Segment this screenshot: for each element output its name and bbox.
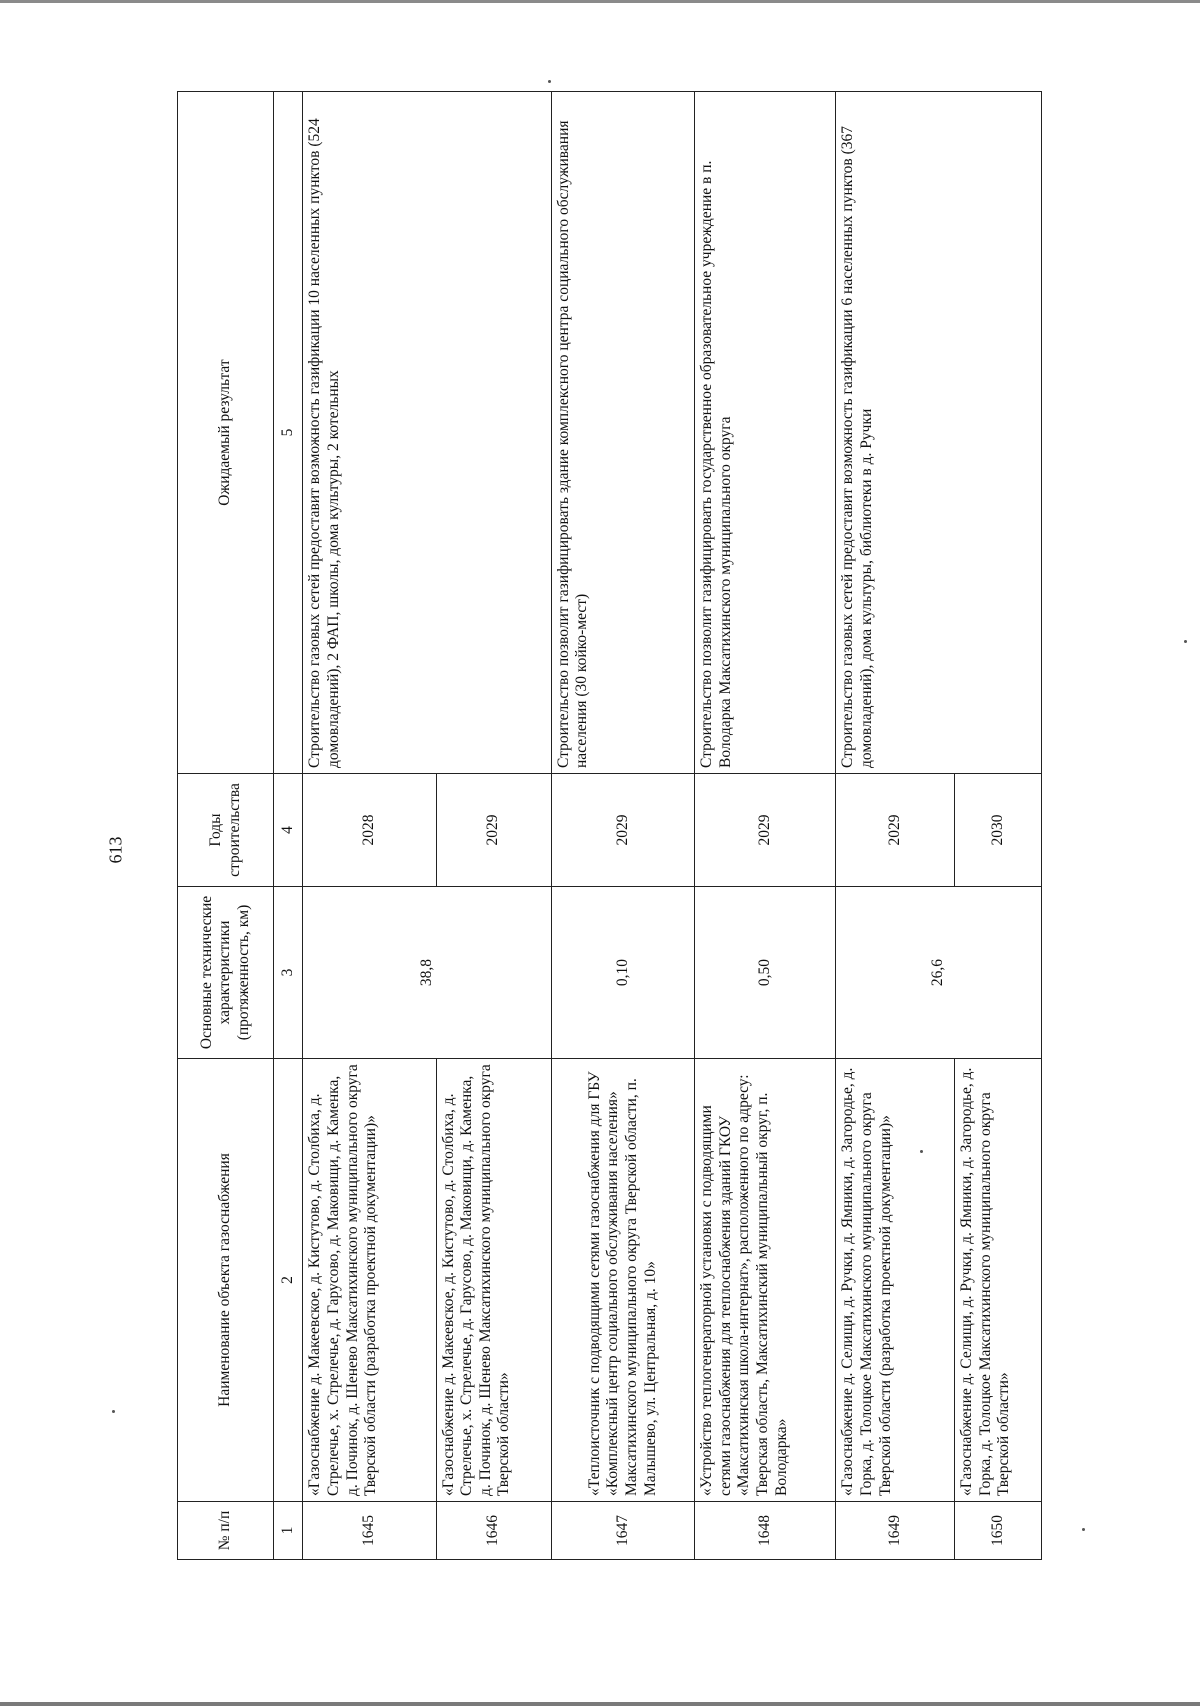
construction-year: 2029 bbox=[836, 774, 955, 887]
row-number: 1646 bbox=[436, 1502, 551, 1560]
object-name: «Газоснабжение д. Селищи, д. Ручки, д. Ямники, д. Загородье, д. Горка, д. Толоцкое Максатихинского муниципального округа Тверской области (разработка проектной документации)» bbox=[836, 1059, 955, 1502]
scan-speck bbox=[548, 80, 551, 83]
column-index: 5 bbox=[274, 92, 303, 774]
row-number: 1649 bbox=[836, 1502, 955, 1560]
expected-result: Строительство позволит газифицировать государственное образовательное учреждение в п. Володарка Максатихинского муниципального округа bbox=[695, 92, 836, 774]
construction-year: 2029 bbox=[551, 774, 694, 887]
row-number: 1648 bbox=[695, 1502, 836, 1560]
object-name: «Газоснабжение д. Макеевское, д. Кистутово, д. Столбиха, д. Стрелечье, х. Стрелечье, д. Гарусово, д. Маковищи, д. Каменка, д. Починок, д. Шенево Максатихинского муниципального округа Тверской области» bbox=[436, 1059, 551, 1502]
row-number: 1650 bbox=[954, 1502, 1041, 1560]
rotated-document bbox=[177, 92, 1042, 1560]
column-index-row bbox=[274, 92, 303, 1560]
column-index: 2 bbox=[274, 1059, 303, 1502]
header-years: Годы строительства bbox=[178, 774, 274, 887]
table-row bbox=[551, 92, 694, 1560]
length-value: 26,6 bbox=[836, 887, 1042, 1059]
scan-speck bbox=[920, 1150, 923, 1153]
construction-year: 2028 bbox=[303, 774, 436, 887]
expected-result: Строительство позволит газифицировать здание комплексного центра социального обслуживания населения (30 койко-мест) bbox=[551, 92, 694, 774]
scan-speck bbox=[1082, 1528, 1085, 1531]
object-name: «Газоснабжение д. Селищи, д. Ручки, д. Ямники, д. Загородье, д. Горка, д. Толоцкое Максатихинского муниципального округа Тверской области» bbox=[954, 1059, 1041, 1502]
construction-year: 2030 bbox=[954, 774, 1041, 887]
table-row bbox=[303, 92, 436, 1560]
header-num: № п/п bbox=[178, 1502, 274, 1560]
row-number: 1645 bbox=[303, 1502, 436, 1560]
row-number: 1647 bbox=[551, 1502, 694, 1560]
table-row bbox=[836, 92, 955, 1560]
object-name: «Теплоисточник с подводящими сетями газоснабжения для ГБУ «Комплексный центр социального обслуживания населения» Максатихинского муниципального округа Тверской области, п. Малышево, ул. Центральная, д. 10» bbox=[551, 1059, 694, 1502]
construction-year: 2029 bbox=[436, 774, 551, 887]
column-index: 4 bbox=[274, 774, 303, 887]
header-result: Ожидаемый результат bbox=[178, 92, 274, 774]
header-name: Наименование объекта газоснабжения bbox=[178, 1059, 274, 1502]
scan-speck bbox=[112, 1410, 115, 1413]
page-number: 613 bbox=[105, 836, 126, 864]
construction-year: 2029 bbox=[695, 774, 836, 887]
length-value: 0,50 bbox=[695, 887, 836, 1059]
object-name: «Газоснабжение д. Макеевское, д. Кистутово, д. Столбиха, д. Стрелечье, х. Стрелечье, д. Гарусово, д. Маковищи, д. Каменка, д. Починок, д. Шенево Максатихинского муниципального округа Тверской области (разработка проектной документации)» bbox=[303, 1059, 436, 1502]
scan-edge-bottom bbox=[0, 1702, 1200, 1706]
object-name: «Устройство теплогенераторной установки с подводящими сетями газоснабжения для теплоснабжения зданий ГКОУ «Максатихинская школа-интернат», расположенного по адресу: Тверская область, Максатихинский муниципальный округ, п. Володарка» bbox=[695, 1059, 836, 1502]
header-row bbox=[178, 92, 274, 1560]
scan-edge-top bbox=[0, 0, 1200, 3]
column-index: 3 bbox=[274, 887, 303, 1059]
expected-result: Строительство газовых сетей предоставит возможность газификации 6 населенных пунктов (367 домовладений), дома культуры, библиотеки в д. Ручки bbox=[836, 92, 1042, 774]
expected-result: Строительство газовых сетей предоставит возможность газификации 10 населенных пунктов (524 домовладений), 2 ФАП, школы, дома культуры, 2 котельных bbox=[303, 92, 551, 774]
gas-supply-table bbox=[177, 91, 1042, 1560]
column-index: 1 bbox=[274, 1502, 303, 1560]
table-row bbox=[695, 92, 836, 1560]
length-value: 38,8 bbox=[303, 887, 551, 1059]
header-length: Основные технические характеристики (протяженность, км) bbox=[178, 887, 274, 1059]
scan-speck bbox=[1184, 640, 1187, 643]
length-value: 0,10 bbox=[551, 887, 694, 1059]
